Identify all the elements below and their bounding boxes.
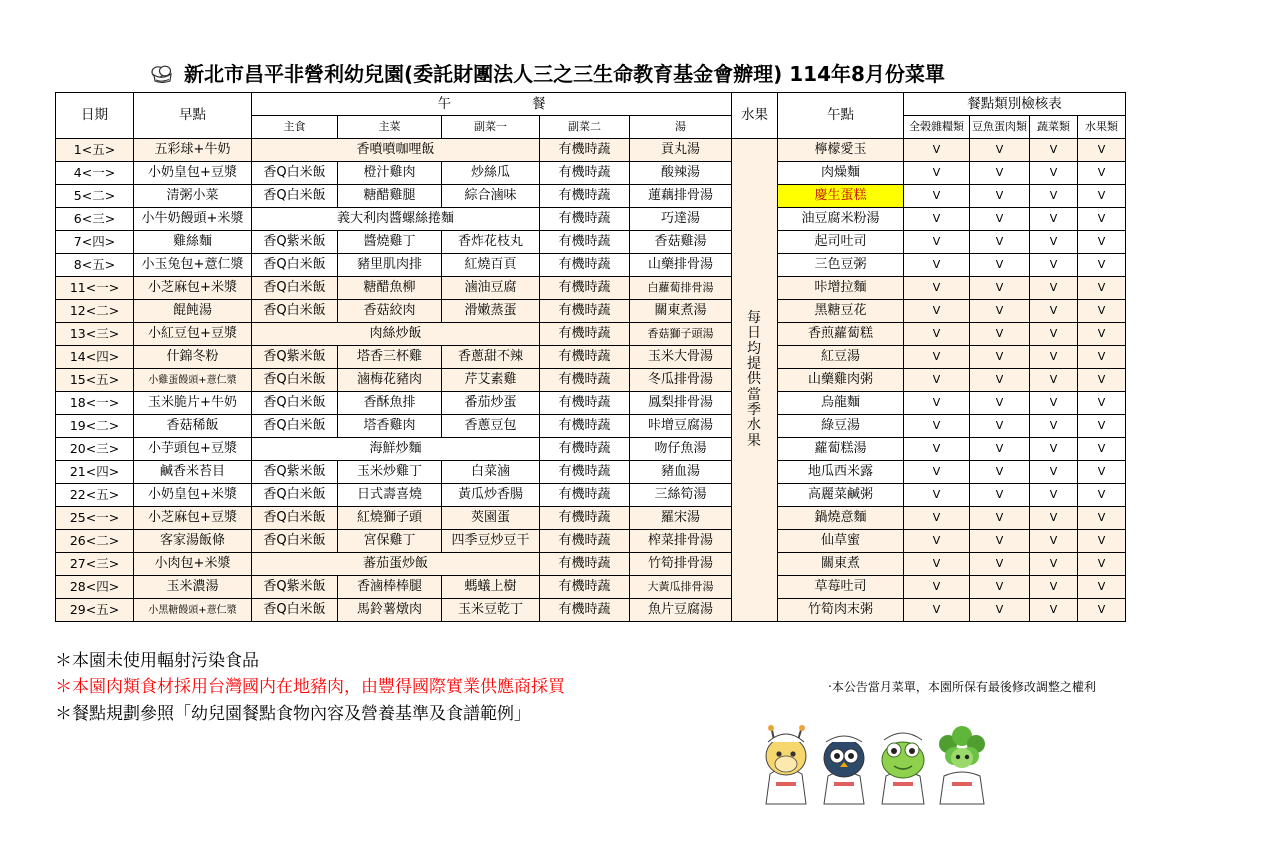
cell-side1: 白菜滷 <box>442 461 540 484</box>
cell-check-2: V <box>970 576 1030 599</box>
header-lunch: 午 餐 <box>252 93 732 116</box>
cell-staple: 香Q白米飯 <box>252 392 338 415</box>
cell-side1: 香蔥甜不辣 <box>442 346 540 369</box>
cell-check-3: V <box>1030 392 1078 415</box>
cell-check-3: V <box>1030 185 1078 208</box>
cell-check-2: V <box>970 139 1030 162</box>
cell-side1: 紅燒百頁 <box>442 254 540 277</box>
cell-date: 7<四> <box>56 231 134 254</box>
cell-check-3: V <box>1030 231 1078 254</box>
table-row <box>56 185 1126 208</box>
cell-check-2: V <box>970 254 1030 277</box>
cell-soup: 竹筍排骨湯 <box>630 553 732 576</box>
cell-staple: 香Q紫米飯 <box>252 461 338 484</box>
cell-check-3: V <box>1030 507 1078 530</box>
cell-afternoon: 黑糖豆花 <box>778 300 904 323</box>
cell-check-4: V <box>1078 346 1126 369</box>
chef-hat-icon <box>150 64 176 86</box>
cell-check-3: V <box>1030 277 1078 300</box>
cell-main: 橙汁雞肉 <box>338 162 442 185</box>
header-check-title: 餐點類別檢核表 <box>904 93 1126 116</box>
giraffe-mascot <box>766 725 806 804</box>
cell-main: 玉米炒雞丁 <box>338 461 442 484</box>
cell-check-1: V <box>904 254 970 277</box>
cell-date: 20<三> <box>56 438 134 461</box>
cell-side2: 有機時蔬 <box>540 484 630 507</box>
header-soup: 湯 <box>630 116 732 139</box>
cell-check-4: V <box>1078 530 1126 553</box>
cell-soup: 蓮藕排骨湯 <box>630 185 732 208</box>
cell-date: 19<二> <box>56 415 134 438</box>
cell-breakfast: 客家湯飯條 <box>134 530 252 553</box>
cell-check-2: V <box>970 162 1030 185</box>
cell-check-3: V <box>1030 254 1078 277</box>
cell-staple: 香Q紫米飯 <box>252 346 338 369</box>
cell-check-4: V <box>1078 438 1126 461</box>
cell-lunch-combined: 蕃茄蛋炒飯 <box>252 553 540 576</box>
cell-check-1: V <box>904 323 970 346</box>
cell-check-4: V <box>1078 185 1126 208</box>
cell-side1: 四季豆炒豆干 <box>442 530 540 553</box>
cell-soup: 關東煮湯 <box>630 300 732 323</box>
cell-breakfast: 小奶皇包+米漿 <box>134 484 252 507</box>
owl-mascot <box>824 736 864 804</box>
cell-side1: 黃瓜炒香腸 <box>442 484 540 507</box>
table-row <box>56 599 1126 622</box>
cell-soup: 白蘿蔔排骨湯 <box>630 277 732 300</box>
cell-lunch-combined: 義大利肉醬螺絲捲麵 <box>252 208 540 231</box>
cell-check-4: V <box>1078 576 1126 599</box>
cell-staple: 香Q白米飯 <box>252 185 338 208</box>
cell-afternoon: 地瓜西米露 <box>778 461 904 484</box>
cell-check-4: V <box>1078 369 1126 392</box>
header-staple: 主食 <box>252 116 338 139</box>
cell-breakfast: 玉米脆片+牛奶 <box>134 392 252 415</box>
cell-breakfast: 小肉包+米漿 <box>134 553 252 576</box>
cell-afternoon: 油豆腐米粉湯 <box>778 208 904 231</box>
table-row <box>56 392 1126 415</box>
cell-side2: 有機時蔬 <box>540 599 630 622</box>
cell-check-4: V <box>1078 553 1126 576</box>
table-row <box>56 415 1126 438</box>
cell-soup: 酸辣湯 <box>630 162 732 185</box>
cell-main: 日式壽喜燒 <box>338 484 442 507</box>
table-header-row-1 <box>56 93 1126 116</box>
cell-date: 25<一> <box>56 507 134 530</box>
cell-soup: 豬血湯 <box>630 461 732 484</box>
table-row <box>56 231 1126 254</box>
note-line-0: ＊本園未使用輻射污染食品 <box>55 651 259 671</box>
cell-side2: 有機時蔬 <box>540 346 630 369</box>
cell-staple: 香Q白米飯 <box>252 300 338 323</box>
cell-check-3: V <box>1030 369 1078 392</box>
cell-check-1: V <box>904 530 970 553</box>
cell-check-2: V <box>970 369 1030 392</box>
cell-afternoon: 咔增拉麵 <box>778 277 904 300</box>
cell-side1: 番茄炒蛋 <box>442 392 540 415</box>
cell-date: 14<四> <box>56 346 134 369</box>
broccoli-mascot <box>939 726 985 804</box>
cell-afternoon: 關東煮 <box>778 553 904 576</box>
cell-side2: 有機時蔬 <box>540 277 630 300</box>
cell-check-4: V <box>1078 231 1126 254</box>
cell-check-3: V <box>1030 438 1078 461</box>
cell-check-4: V <box>1078 392 1126 415</box>
cell-check-1: V <box>904 415 970 438</box>
cell-date: 18<一> <box>56 392 134 415</box>
header-fruit: 水果 <box>732 93 778 139</box>
header-check-1: 全榖雜糧類 <box>904 116 970 139</box>
cell-check-2: V <box>970 553 1030 576</box>
header-check-2: 豆魚蛋肉類 <box>970 116 1030 139</box>
cell-soup: 鳳梨排骨湯 <box>630 392 732 415</box>
cell-main: 宮保雞丁 <box>338 530 442 553</box>
cell-check-2: V <box>970 185 1030 208</box>
cell-date: 13<三> <box>56 323 134 346</box>
table-row <box>56 208 1126 231</box>
cell-side1: 香蔥豆包 <box>442 415 540 438</box>
cell-staple: 香Q白米飯 <box>252 507 338 530</box>
cell-check-3: V <box>1030 461 1078 484</box>
table-row <box>56 346 1126 369</box>
cell-side2: 有機時蔬 <box>540 300 630 323</box>
cell-check-3: V <box>1030 576 1078 599</box>
cell-staple: 香Q紫米飯 <box>252 576 338 599</box>
cell-check-4: V <box>1078 507 1126 530</box>
cell-main: 香菇絞肉 <box>338 300 442 323</box>
cell-main: 塔香雞肉 <box>338 415 442 438</box>
cell-date: 21<四> <box>56 461 134 484</box>
cell-soup: 香菇雞湯 <box>630 231 732 254</box>
cell-soup: 香菇獅子頭湯 <box>630 323 732 346</box>
cell-main: 滷梅花豬肉 <box>338 369 442 392</box>
cell-staple: 香Q白米飯 <box>252 484 338 507</box>
cell-afternoon: 山藥雞肉粥 <box>778 369 904 392</box>
cell-main: 香滷棒棒腿 <box>338 576 442 599</box>
cell-main: 糖醋雞腿 <box>338 185 442 208</box>
cell-main: 豬里肌肉排 <box>338 254 442 277</box>
cell-soup: 魚片豆腐湯 <box>630 599 732 622</box>
cell-main: 紅燒獅子頭 <box>338 507 442 530</box>
note-line-1: ＊本園肉類食材採用台灣國内在地豬肉，由豐得國際實業供應商採買 <box>55 677 565 698</box>
table-row <box>56 507 1126 530</box>
cell-check-2: V <box>970 277 1030 300</box>
cell-check-3: V <box>1030 599 1078 622</box>
cell-side1: 綜合滷味 <box>442 185 540 208</box>
table-row <box>56 300 1126 323</box>
mascot-illustration <box>748 712 1008 812</box>
header-date: 日期 <box>56 93 134 139</box>
cell-breakfast: 雞絲麵 <box>134 231 252 254</box>
cell-soup: 貢丸湯 <box>630 139 732 162</box>
cell-check-1: V <box>904 392 970 415</box>
cell-date: 28<四> <box>56 576 134 599</box>
cell-afternoon: 草莓吐司 <box>778 576 904 599</box>
cell-check-3: V <box>1030 300 1078 323</box>
cell-side2: 有機時蔬 <box>540 162 630 185</box>
cell-check-1: V <box>904 300 970 323</box>
cell-lunch-combined: 香噴噴咖哩飯 <box>252 139 540 162</box>
cell-check-4: V <box>1078 599 1126 622</box>
header-breakfast: 早點 <box>134 93 252 139</box>
cell-main: 馬鈴薯燉肉 <box>338 599 442 622</box>
cell-staple: 香Q白米飯 <box>252 277 338 300</box>
cell-breakfast: 清粥小菜 <box>134 185 252 208</box>
cell-check-2: V <box>970 599 1030 622</box>
table-row <box>56 530 1126 553</box>
cell-check-3: V <box>1030 323 1078 346</box>
cell-check-2: V <box>970 392 1030 415</box>
cell-side1: 芹艾素雞 <box>442 369 540 392</box>
note-line-2: ＊餐點規劃參照「幼兒園餐點食物內容及營養基準及食譜範例」 <box>55 703 531 724</box>
cell-side2: 有機時蔬 <box>540 231 630 254</box>
cell-check-1: V <box>904 461 970 484</box>
table-row <box>56 553 1126 576</box>
cell-date: 5<二> <box>56 185 134 208</box>
cell-breakfast: 五彩球+牛奶 <box>134 139 252 162</box>
cell-afternoon: 高麗菜鹹粥 <box>778 484 904 507</box>
cell-check-1: V <box>904 139 970 162</box>
cell-staple: 香Q白米飯 <box>252 599 338 622</box>
cell-soup: 玉米大骨湯 <box>630 346 732 369</box>
cell-breakfast: 小黑糖饅頭+薏仁漿 <box>134 599 252 622</box>
header-side1: 副菜一 <box>442 116 540 139</box>
cell-breakfast: 什錦冬粉 <box>134 346 252 369</box>
cell-side2: 有機時蔬 <box>540 461 630 484</box>
cell-soup: 咔增豆腐湯 <box>630 415 732 438</box>
notes-block <box>55 648 755 727</box>
cell-afternoon: 竹筍肉末粥 <box>778 599 904 622</box>
title-row <box>150 58 1150 87</box>
cell-soup: 三絲筍湯 <box>630 484 732 507</box>
cell-afternoon: 仙草蜜 <box>778 530 904 553</box>
cell-check-1: V <box>904 277 970 300</box>
cell-afternoon: 檸檬愛玉 <box>778 139 904 162</box>
cell-check-2: V <box>970 346 1030 369</box>
cell-check-2: V <box>970 461 1030 484</box>
cell-check-1: V <box>904 162 970 185</box>
cell-breakfast: 香菇稀飯 <box>134 415 252 438</box>
cell-breakfast: 小雞蛋饅頭+薏仁漿 <box>134 369 252 392</box>
cell-check-4: V <box>1078 277 1126 300</box>
table-row <box>56 277 1126 300</box>
cell-check-2: V <box>970 231 1030 254</box>
cell-check-2: V <box>970 438 1030 461</box>
cell-breakfast: 小紅豆包+豆漿 <box>134 323 252 346</box>
cell-afternoon: 香煎蘿蔔糕 <box>778 323 904 346</box>
cell-soup: 大黃瓜排骨湯 <box>630 576 732 599</box>
cell-date: 12<二> <box>56 300 134 323</box>
cell-side2: 有機時蔬 <box>540 576 630 599</box>
cell-date: 6<三> <box>56 208 134 231</box>
cell-side1: 香炸花枝丸 <box>442 231 540 254</box>
cell-side1: 螞蟻上樹 <box>442 576 540 599</box>
table-row <box>56 484 1126 507</box>
cell-staple: 香Q白米飯 <box>252 254 338 277</box>
cell-check-1: V <box>904 576 970 599</box>
cell-fruit: 每 日 均 提 供 當 季 水 果 <box>732 139 778 622</box>
cell-side1: 滷油豆腐 <box>442 277 540 300</box>
cell-breakfast: 小芝麻包+米漿 <box>134 277 252 300</box>
cell-staple: 香Q白米飯 <box>252 530 338 553</box>
cell-date: 29<五> <box>56 599 134 622</box>
cell-date: 4<一> <box>56 162 134 185</box>
cell-side2: 有機時蔬 <box>540 323 630 346</box>
cell-check-3: V <box>1030 553 1078 576</box>
cell-breakfast: 小奶皇包+豆漿 <box>134 162 252 185</box>
cell-lunch-combined: 海鮮炒麵 <box>252 438 540 461</box>
cell-afternoon: 三色豆粥 <box>778 254 904 277</box>
table-row <box>56 438 1126 461</box>
cell-side2: 有機時蔬 <box>540 392 630 415</box>
header-check-3: 蔬菜類 <box>1030 116 1078 139</box>
cell-side2: 有機時蔬 <box>540 139 630 162</box>
cell-soup: 榨菜排骨湯 <box>630 530 732 553</box>
cell-afternoon: 起司吐司 <box>778 231 904 254</box>
cell-check-2: V <box>970 208 1030 231</box>
cell-side1: 玉米豆乾丁 <box>442 599 540 622</box>
cell-side1: 莢園蛋 <box>442 507 540 530</box>
cell-side2: 有機時蔬 <box>540 208 630 231</box>
cell-check-1: V <box>904 507 970 530</box>
cell-check-2: V <box>970 415 1030 438</box>
cell-check-4: V <box>1078 323 1126 346</box>
cell-soup: 山藥排骨湯 <box>630 254 732 277</box>
cell-lunch-combined: 肉絲炒飯 <box>252 323 540 346</box>
table-row <box>56 369 1126 392</box>
cell-soup: 冬瓜排骨湯 <box>630 369 732 392</box>
header-side2: 副菜二 <box>540 116 630 139</box>
cell-afternoon: 慶生蛋糕 <box>778 185 904 208</box>
cell-check-1: V <box>904 208 970 231</box>
cell-afternoon: 肉燥麵 <box>778 162 904 185</box>
cell-side2: 有機時蔬 <box>540 438 630 461</box>
cell-check-4: V <box>1078 484 1126 507</box>
cell-check-4: V <box>1078 139 1126 162</box>
cell-breakfast: 小芝麻包+豆漿 <box>134 507 252 530</box>
cell-check-1: V <box>904 231 970 254</box>
cell-date: 11<一> <box>56 277 134 300</box>
cell-check-3: V <box>1030 346 1078 369</box>
cell-afternoon: 烏龍麵 <box>778 392 904 415</box>
cell-afternoon: 紅豆湯 <box>778 346 904 369</box>
cell-check-4: V <box>1078 254 1126 277</box>
table-row <box>56 576 1126 599</box>
cell-date: 1<五> <box>56 139 134 162</box>
cell-date: 8<五> <box>56 254 134 277</box>
table-row <box>56 323 1126 346</box>
cell-side2: 有機時蔬 <box>540 530 630 553</box>
cell-side1: 滑嫩蒸蛋 <box>442 300 540 323</box>
header-afternoon: 午點 <box>778 93 904 139</box>
cell-check-1: V <box>904 185 970 208</box>
cell-breakfast: 小玉兔包+薏仁漿 <box>134 254 252 277</box>
cell-date: 15<五> <box>56 369 134 392</box>
cell-check-1: V <box>904 346 970 369</box>
cell-afternoon: 綠豆湯 <box>778 415 904 438</box>
cell-side2: 有機時蔬 <box>540 185 630 208</box>
table-row <box>56 461 1126 484</box>
cell-side2: 有機時蔬 <box>540 254 630 277</box>
cell-check-3: V <box>1030 484 1078 507</box>
cell-main: 香酥魚排 <box>338 392 442 415</box>
cell-breakfast: 玉米濃湯 <box>134 576 252 599</box>
cell-breakfast: 小牛奶饅頭+米漿 <box>134 208 252 231</box>
frog-mascot <box>882 733 924 804</box>
cell-date: 22<五> <box>56 484 134 507</box>
cell-soup: 羅宋湯 <box>630 507 732 530</box>
cell-breakfast: 小芋頭包+豆漿 <box>134 438 252 461</box>
cell-check-3: V <box>1030 415 1078 438</box>
cell-check-4: V <box>1078 415 1126 438</box>
cell-side2: 有機時蔬 <box>540 369 630 392</box>
cell-side2: 有機時蔬 <box>540 553 630 576</box>
cell-check-2: V <box>970 323 1030 346</box>
cell-check-3: V <box>1030 208 1078 231</box>
cell-breakfast: 餛飩湯 <box>134 300 252 323</box>
cell-staple: 香Q白米飯 <box>252 369 338 392</box>
cell-check-1: V <box>904 369 970 392</box>
cell-check-4: V <box>1078 461 1126 484</box>
table-row <box>56 162 1126 185</box>
cell-soup: 吻仔魚湯 <box>630 438 732 461</box>
table-row <box>56 254 1126 277</box>
cell-check-3: V <box>1030 162 1078 185</box>
cell-check-4: V <box>1078 162 1126 185</box>
cell-staple: 香Q白米飯 <box>252 162 338 185</box>
cell-check-4: V <box>1078 300 1126 323</box>
side-note: ‧本公告當月菜單，本園所保有最後修改調整之權利 <box>828 680 1096 694</box>
cell-soup: 巧達湯 <box>630 208 732 231</box>
cell-check-1: V <box>904 599 970 622</box>
cell-side2: 有機時蔬 <box>540 415 630 438</box>
header-main: 主菜 <box>338 116 442 139</box>
cell-main: 糖醋魚柳 <box>338 277 442 300</box>
cell-afternoon: 蘿蔔糕湯 <box>778 438 904 461</box>
cell-main: 醬燒雞丁 <box>338 231 442 254</box>
cell-check-2: V <box>970 507 1030 530</box>
cell-breakfast: 鹹香米苔目 <box>134 461 252 484</box>
cell-side2: 有機時蔬 <box>540 507 630 530</box>
cell-staple: 香Q白米飯 <box>252 415 338 438</box>
header-check-4: 水果類 <box>1078 116 1126 139</box>
page-title: 新北市昌平非營利幼兒園(委託財團法人三之三生命教育基金會辦理) 114年8月份菜單 <box>184 62 945 86</box>
cell-check-1: V <box>904 553 970 576</box>
cell-staple: 香Q紫米飯 <box>252 231 338 254</box>
cell-date: 27<三> <box>56 553 134 576</box>
cell-check-3: V <box>1030 530 1078 553</box>
cell-check-1: V <box>904 484 970 507</box>
cell-check-2: V <box>970 484 1030 507</box>
table-row <box>56 139 1126 162</box>
cell-check-2: V <box>970 300 1030 323</box>
menu-table <box>55 92 1126 622</box>
cell-check-2: V <box>970 530 1030 553</box>
cell-check-3: V <box>1030 139 1078 162</box>
cell-check-1: V <box>904 438 970 461</box>
cell-main: 塔香三杯雞 <box>338 346 442 369</box>
cell-check-4: V <box>1078 208 1126 231</box>
cell-date: 26<二> <box>56 530 134 553</box>
cell-afternoon: 鍋燒意麵 <box>778 507 904 530</box>
cell-side1: 炒絲瓜 <box>442 162 540 185</box>
